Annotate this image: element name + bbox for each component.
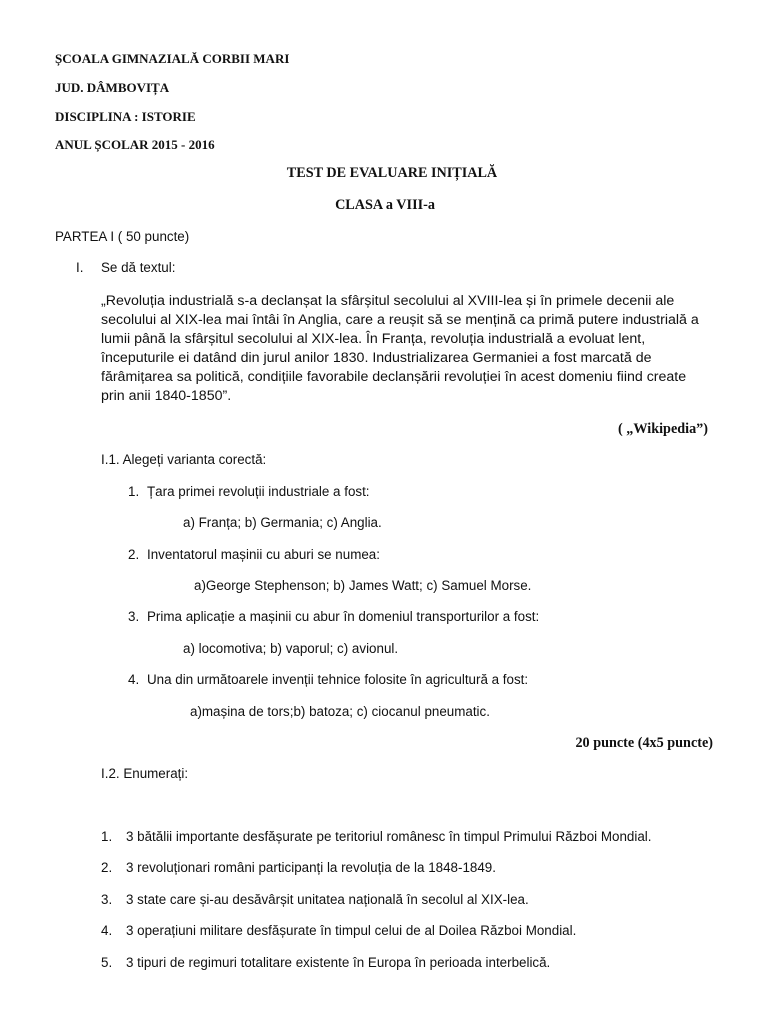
enum-item: 3 bătălii importante desfășurate pe teritoriul românesc în timpul Primului Război Mondial. — [126, 829, 652, 844]
points-label: 20 puncte (4x5 puncte) — [575, 735, 713, 751]
mc-answers: a) Franța; b) Germania; c) Anglia. — [183, 515, 382, 530]
enum-item: 3 tipuri de regimuri totalitare existente în Europa în perioada interbelică. — [126, 955, 551, 970]
mc-answers: a)George Stephenson; b) James Watt; c) Samuel Morse. — [194, 578, 532, 593]
quote-line: secolului al XIX-lea mai întâi în Anglia, care a reușit să se mențină ca primă putere industrială a — [101, 312, 699, 328]
quote-source: ( „Wikipedia”) — [617, 421, 708, 437]
section-number: I. — [76, 260, 84, 275]
county-name: JUD. DÂMBOVIȚA — [55, 80, 170, 95]
quote-line: „Revoluția industrială s-a declanșat la sfârșitul secolului al XVIII-lea și în primele decenii ale — [101, 293, 675, 309]
mc-answers: a)mașina de tors;b) batoza; c) ciocanul pneumatic. — [190, 704, 490, 719]
subject-line: DISCIPLINA : ISTORIE — [55, 109, 196, 124]
mc-number: 4. — [128, 672, 140, 687]
enum-item: 3 state care și-au desăvârșit unitatea națională în secolul al XIX-lea. — [126, 892, 529, 907]
class-title: CLASA a VIII-a — [335, 197, 435, 213]
question-1-label: I.1. Alegeți varianta corectă: — [101, 452, 267, 467]
part-heading: PARTEA I ( 50 puncte) — [55, 229, 190, 244]
quote-line: fărâmițarea sa politică, condițiile favorabile declanșării revoluției în acest domeniu fiind create — [101, 369, 687, 385]
mc-question: Prima aplicație a mașinii cu abur în domeniul transporturilor a fost: — [147, 609, 540, 624]
enum-number: 2. — [101, 860, 113, 875]
test-title: TEST DE EVALUARE INIȚIALĂ — [286, 165, 498, 181]
quoted-text — [101, 292, 716, 406]
enum-item: 3 revoluționari români participanți la revoluția de la 1848-1849. — [126, 860, 496, 875]
enum-number: 3. — [101, 892, 113, 907]
school-name: ȘCOALA GIMNAZIALĂ CORBII MARI — [55, 51, 290, 66]
mc-answers: a) locomotiva; b) vaporul; c) avionul. — [183, 641, 399, 656]
quote-line: începuturile ei datând din jurul anilor 1830. Industrializarea Germaniei a fost marcată de — [101, 350, 652, 366]
mc-question: Inventatorul mașinii cu aburi se numea: — [147, 547, 380, 562]
mc-question: Una din următoarele invenții tehnice folosite în agricultură a fost: — [147, 672, 529, 687]
mc-number: 3. — [128, 609, 140, 624]
enum-number: 1. — [101, 829, 113, 844]
quote-line: lumii până la sfârșitul secolului al XIX-lea. În Franța, revoluția industrială a evoluat lent, — [101, 331, 646, 347]
mc-question: Țara primei revoluții industriale a fost: — [147, 484, 370, 499]
question-2-label: I.2. Enumerați: — [101, 766, 189, 781]
enum-number: 4. — [101, 923, 113, 938]
enum-number: 5. — [101, 955, 113, 970]
school-year: ANUL ȘCOLAR 2015 - 2016 — [55, 137, 215, 152]
enum-item: 3 operațiuni militare desfășurate în timpul celui de al Doilea Război Mondial. — [126, 923, 577, 938]
quote-line: prin anii 1840-1850”. — [101, 388, 232, 404]
mc-number: 1. — [128, 484, 140, 499]
section-label: Se dă textul: — [101, 260, 176, 275]
mc-number: 2. — [128, 547, 140, 562]
